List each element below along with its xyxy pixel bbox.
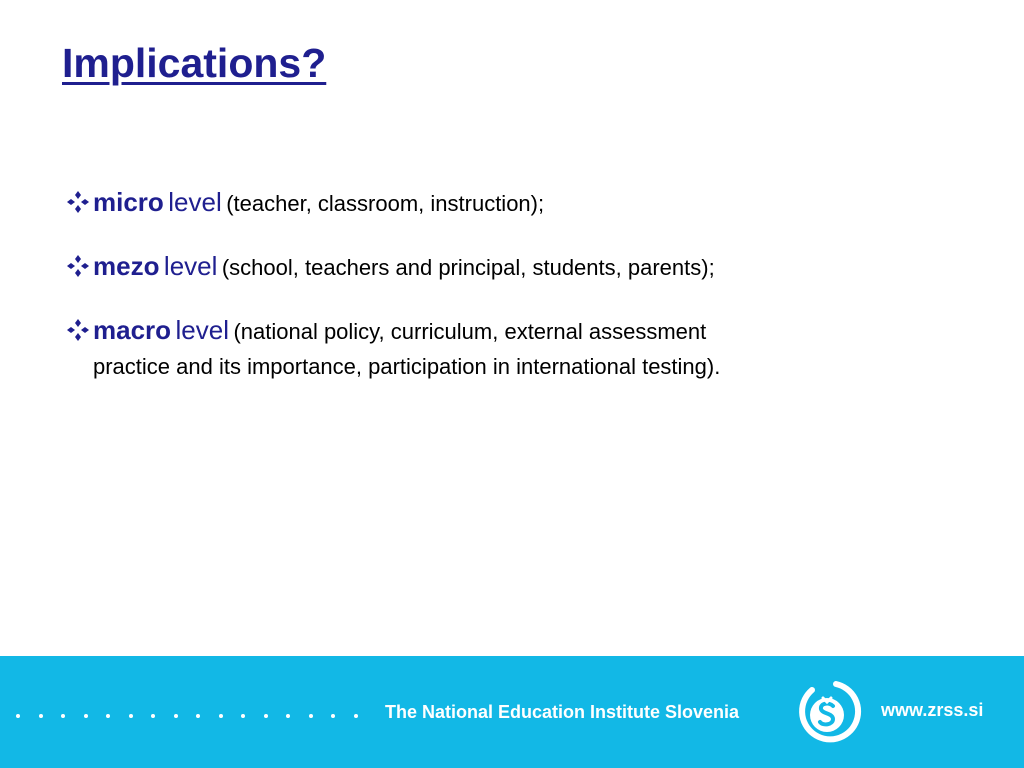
bullet-item-micro: [66, 186, 966, 222]
website-link[interactable]: www.zrss.si: [881, 700, 984, 720]
bullet-level-word: level: [175, 315, 229, 345]
dot: [354, 714, 358, 718]
bullet-line: [93, 251, 715, 281]
diamond-bullet-icon: [66, 190, 90, 214]
dot: [39, 714, 43, 718]
slide-title: Implications?: [62, 40, 327, 86]
bullet-description: (teacher, classroom, instruction);: [226, 191, 545, 216]
bullet-line: [93, 315, 707, 345]
bullet-line: [93, 187, 545, 217]
zrss-logo-icon: [796, 678, 862, 744]
dot: [106, 714, 110, 718]
dot: [174, 714, 178, 718]
bullet-level-word: level: [163, 251, 218, 281]
bullet-description: (school, teachers and principal, students, parents);: [221, 255, 715, 280]
dot: [84, 714, 88, 718]
dot: [241, 714, 245, 718]
footer-dot-leader: [16, 708, 358, 724]
bullet-level-word: level: [168, 187, 222, 217]
dot: [151, 714, 155, 718]
dot: [286, 714, 290, 718]
dot: [219, 714, 223, 718]
diamond-bullet-icon: [66, 318, 90, 342]
bullet-keyword: mezo: [93, 251, 160, 281]
bullet-description-line2: practice and its importance, participation in international testing).: [93, 354, 721, 379]
diamond-bullet-icon: [66, 254, 90, 278]
bullet-item-macro: [66, 314, 966, 384]
dot: [129, 714, 133, 718]
dot: [196, 714, 200, 718]
dot: [16, 714, 20, 718]
bullet-list: [66, 186, 966, 412]
dot: [309, 714, 313, 718]
dot: [331, 714, 335, 718]
bullet-keyword: micro: [93, 187, 164, 217]
bullet-item-mezo: [66, 250, 966, 286]
institution-name: The National Education Institute Slovenia: [385, 702, 740, 722]
bullet-keyword: macro: [93, 315, 172, 345]
bullet-description-line1: (national policy, curriculum, external assessment: [233, 319, 707, 344]
dot: [61, 714, 65, 718]
dot: [264, 714, 268, 718]
